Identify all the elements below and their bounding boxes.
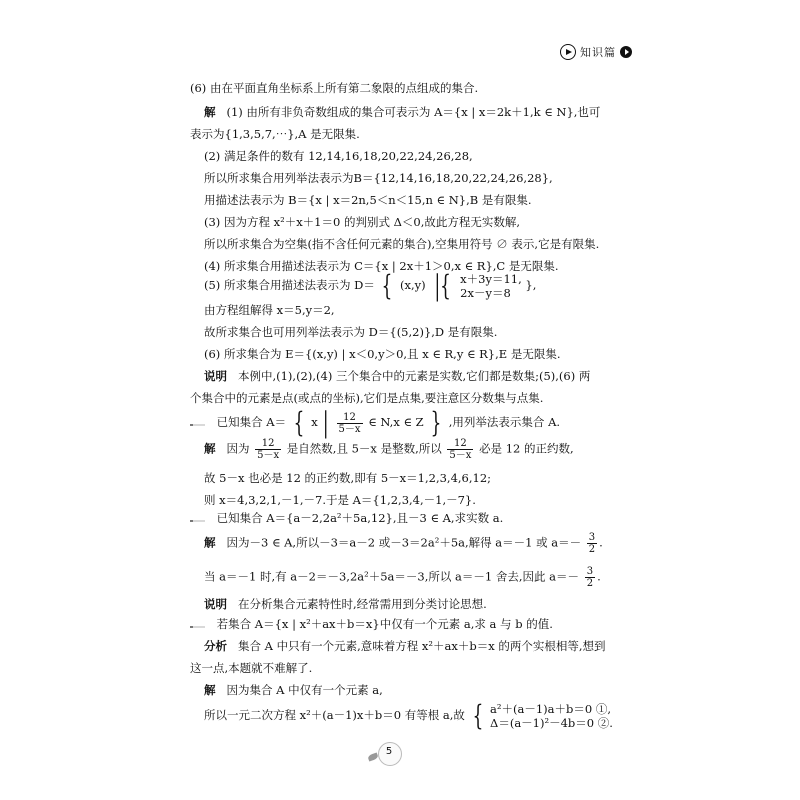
example-5-tag xyxy=(190,520,205,522)
denominator: 5－x xyxy=(338,423,361,435)
left-brace: { xyxy=(293,406,305,439)
example-5-line xyxy=(190,510,503,526)
fraction xyxy=(587,532,597,555)
text-span: 已知集合 A＝ xyxy=(216,415,287,429)
text-line: 所以所求集合为空集(指不含任何元素的集合),空集用符号 ∅ 表示,它是有限集. xyxy=(204,237,600,251)
text-line: 故所求集合也可用列举法表示为 D＝{(5,2)},D 是有限集. xyxy=(204,325,498,339)
math-span: ∈ N,x ∈ Z xyxy=(368,415,424,429)
bar: | xyxy=(323,406,329,439)
text-line: 由方程组解得 x＝5,y＝2, xyxy=(204,303,335,317)
text-span: 集合 A 中只有一个元素,意味着方程 x²＋ax＋b＝x 的两个实根相等,想到 xyxy=(237,639,606,653)
text-line: 所以所求集合用列举法表示为B＝{12,14,16,18,20,22,24,26,28}, xyxy=(204,171,553,185)
text-line: 表示为{1,3,5,7,⋯},A 是无限集. xyxy=(190,127,360,141)
example-4-tag xyxy=(190,424,205,426)
math-span: x xyxy=(311,415,318,429)
text-line xyxy=(204,368,590,384)
fraction xyxy=(255,438,281,461)
text-line xyxy=(204,269,537,302)
text-span: 因为集合 A 中仅有一个元素 a, xyxy=(226,683,383,697)
text-span: 若集合 A＝{x | x²＋ax＋b＝x}中仅有一个元素 a,求 a 与 b 的值. xyxy=(216,617,553,631)
solution-label: 解 xyxy=(204,683,216,697)
denominator: 2 xyxy=(588,544,596,555)
equation: a²＋(a－1)a＋b＝0 ①, xyxy=(490,702,611,716)
numerator: 3 xyxy=(588,532,596,543)
text-span: (5) 所求集合用描述法表示为 D＝ xyxy=(204,278,375,292)
text-span: 本例中,(1),(2),(4) 三个集合中的元素是实数,它们都是数集;(5),(6) 两 xyxy=(237,369,591,383)
equation: x＋3y＝11, xyxy=(460,272,522,286)
section-header xyxy=(560,44,632,60)
text-line xyxy=(204,532,603,555)
text-span: 因为－3 ∈ A,所以－3＝a－2 或－3＝2a²＋5a,解得 a＝－1 或 a＝－ xyxy=(226,535,582,550)
equation-system xyxy=(490,702,613,730)
page-number-badge xyxy=(372,740,402,770)
numerator: 12 xyxy=(255,438,281,450)
numerator: 12 xyxy=(447,438,473,450)
text-line: 用描述法表示为 B＝{x | x＝2n,5＜n＜15,n ∈ N},B 是有限集. xyxy=(204,193,532,207)
text-line xyxy=(204,682,383,698)
text-line xyxy=(204,438,574,461)
text-span: . xyxy=(599,535,603,550)
equation: Δ＝(a－1)²－4b＝0 ②. xyxy=(490,716,613,730)
fraction xyxy=(447,438,473,461)
numerator: 3 xyxy=(586,566,594,577)
play-solid-icon xyxy=(620,46,632,58)
text-span: }, xyxy=(525,278,537,292)
text-span: 已知集合 A＝{a－2,2a²＋5a,12},且－3 ∈ A,求实数 a. xyxy=(216,511,504,525)
text-line: 这一点,本题就不难解了. xyxy=(190,661,313,675)
left-brace: { xyxy=(382,269,393,302)
denominator: 5－x xyxy=(257,450,280,461)
text-line: (6) 由在平面直角坐标系上所有第二象限的点组成的集合. xyxy=(190,81,479,95)
text-span: ,用列举法表示集合 A. xyxy=(448,415,561,429)
text-span: 在分析集合元素特性时,经常需用到分类讨论思想. xyxy=(237,597,487,611)
text-span: 因为 xyxy=(226,441,250,456)
solution-label: 解 xyxy=(204,441,216,456)
note-label: 说明 xyxy=(204,369,227,383)
example-4-line xyxy=(190,406,561,439)
text-line xyxy=(204,638,606,654)
math-span: (x,y) xyxy=(399,278,426,292)
text-line xyxy=(204,699,613,732)
example-6-tag xyxy=(190,626,205,628)
numerator: 12 xyxy=(337,412,363,424)
text-line: 则 x＝4,3,2,1,－1,－7.于是 A＝{1,2,3,4,－1,－7}. xyxy=(204,493,476,507)
solution-label: 解 xyxy=(204,535,216,550)
header-title: 知识篇 xyxy=(580,46,616,59)
page-number: 5 xyxy=(385,746,393,757)
equation-system xyxy=(460,272,522,300)
text-span: 当 a＝－1 时,有 a－2＝－3,2a²＋5a＝－3,所以 a＝－1 舍去,因此 a＝－ xyxy=(204,569,580,584)
analysis-label: 分析 xyxy=(204,639,227,653)
text-line xyxy=(204,566,601,589)
text-line: (4) 所求集合用描述法表示为 C＝{x | 2x＋1＞0,x ∈ R},C 是无限集. xyxy=(204,259,559,273)
solution-label: 解 xyxy=(204,105,216,119)
text-span: 必是 12 的正约数, xyxy=(479,441,574,456)
text-span: (1) 由所有非负奇数组成的集合可表示为 A＝{x | x＝2k＋1,k ∈ N},也可 xyxy=(226,105,601,119)
text-line: (6) 所求集合为 E＝{(x,y) | x＜0,y＞0,且 x ∈ R,y ∈ R},E 是无限集. xyxy=(204,347,561,361)
bar-brace: |{ xyxy=(434,269,452,302)
left-brace: { xyxy=(472,699,483,732)
fraction xyxy=(585,566,595,589)
play-circle-icon xyxy=(560,44,576,60)
text-line: (2) 满足条件的数有 12,14,16,18,20,22,24,26,28, xyxy=(204,149,473,163)
note-label: 说明 xyxy=(204,597,227,611)
text-line: (3) 因为方程 x²＋x＋1＝0 的判别式 Δ＜0,故此方程无实数解, xyxy=(204,215,521,229)
text-span: . xyxy=(597,569,601,584)
text-span: 是自然数,且 5－x 是整数,所以 xyxy=(286,441,442,456)
text-line: 故 5－x 也必是 12 的正约数,即有 5－x＝1,2,3,4,6,12; xyxy=(204,471,492,485)
text-line xyxy=(204,596,487,612)
example-6-line xyxy=(190,616,553,632)
right-brace: } xyxy=(430,406,442,439)
text-line: 个集合中的元素是点(或点的坐标),它们是点集,要注意区分数集与点集. xyxy=(190,391,544,405)
text-span: 所以一元二次方程 x²＋(a－1)x＋b＝0 有等根 a,故 xyxy=(204,708,465,722)
denominator: 2 xyxy=(586,578,594,589)
text-line xyxy=(204,104,600,120)
fraction xyxy=(337,412,363,435)
denominator: 5－x xyxy=(449,450,472,461)
equation: 2x－y＝8 xyxy=(460,286,511,300)
